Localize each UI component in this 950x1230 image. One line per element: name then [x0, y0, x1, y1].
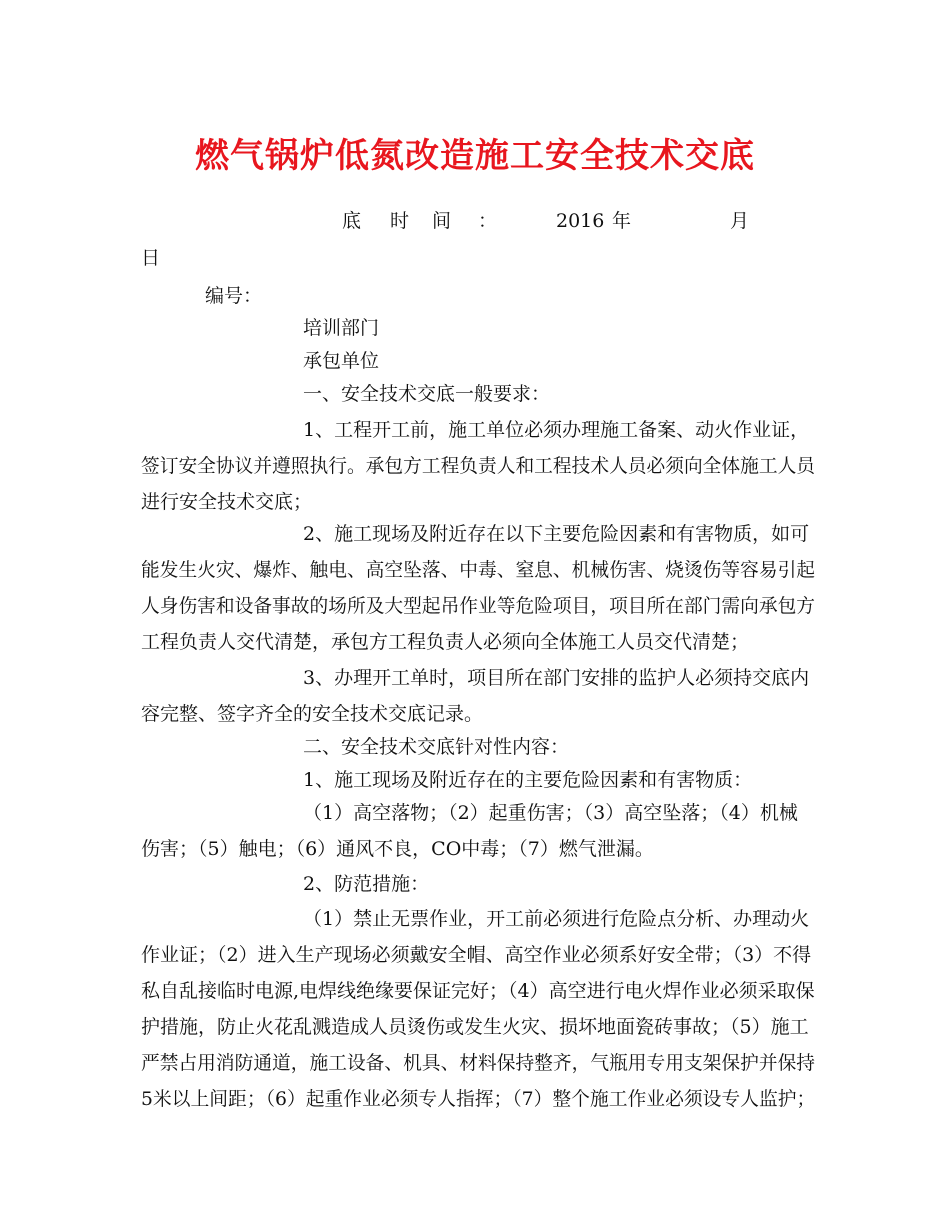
paragraph-line: 1、工程开工前，施工单位必须办理施工备案、动火作业证，	[303, 419, 810, 441]
paragraph-line: （1）高空落物；（2）起重伤害；（3）高空坠落；（4）机械	[303, 802, 798, 824]
paragraph-line: 作业证；（2）进入生产现场必须戴安全帽、高空作业必须系好安全带；（3）不得	[141, 944, 812, 966]
paragraph-line: 护措施，防止火花乱溅造成人员烫伤或发生火灾、损坏地面瓷砖事故；（5）施工	[141, 1016, 809, 1038]
paragraph-line: 人身伤害和设备事故的场所及大型起吊作业等危险项目，项目所在部门需向承包方	[141, 595, 816, 617]
paragraph-line: 5米以上间距；（6）起重作业必须专人指挥；（7）整个施工作业必须设专人监护；	[141, 1088, 816, 1110]
date-day-unit: 日	[141, 247, 161, 269]
paragraph-line: 容完整、签字齐全的安全技术交底记录。	[141, 703, 484, 725]
date-month-unit: 月	[730, 210, 750, 232]
doc-number-label: 编号：	[205, 285, 263, 307]
paragraph-line: 工程负责人交代清楚，承包方工程负责人必须向全体施工人员交代清楚；	[141, 631, 750, 653]
document-title: 燃气锅炉低氮改造施工安全技术交底	[195, 136, 755, 176]
training-dept-label: 培训部门	[303, 317, 380, 339]
paragraph-line: 签订安全协议并遵照执行。承包方工程负责人和工程技术人员必须向全体施工人员	[141, 455, 816, 477]
date-year-unit: 年	[612, 210, 632, 232]
paragraph-line: 严禁占用消防通道，施工设备、机具、材料保持整齐，气瓶用专用支架保护并保持	[141, 1052, 816, 1074]
date-label-char-3: 间	[432, 210, 452, 232]
paragraph-line: 2、施工现场及附近存在以下主要危险因素和有害物质，如可	[303, 523, 810, 545]
contractor-label: 承包单位	[303, 350, 380, 372]
date-label-char-2: 时	[390, 210, 410, 232]
section-heading-specific: 二、安全技术交底针对性内容：	[303, 736, 570, 758]
paragraph-line: 进行安全技术交底；	[141, 491, 313, 513]
date-label-colon: ：	[478, 210, 498, 232]
date-label-char-1: 底	[342, 210, 362, 232]
date-year-value: 2016	[556, 210, 605, 232]
paragraph-line: 私自乱接临时电源,电焊线绝缘要保证完好；（4）高空进行电火焊作业必须采取保	[141, 980, 815, 1002]
paragraph-line: 能发生火灾、爆炸、触电、高空坠落、中毒、窒息、机械伤害、烧烫伤等容易引起	[141, 559, 816, 581]
subsection-heading-hazards: 1、施工现场及附近存在的主要危险因素和有害物质：	[303, 769, 753, 791]
section-heading-general: 一、安全技术交底一般要求：	[303, 383, 551, 405]
paragraph-line: （1）禁止无票作业，开工前必须进行危险点分析、办理动火	[303, 908, 810, 930]
paragraph-line: 伤害；（5）触电；（6）通风不良，CO中毒；（7）燃气泄漏。	[141, 838, 654, 860]
paragraph-line: 3、办理开工单时，项目所在部门安排的监护人必须持交底内	[303, 667, 810, 689]
subsection-heading-measures: 2、防范措施：	[303, 873, 430, 895]
